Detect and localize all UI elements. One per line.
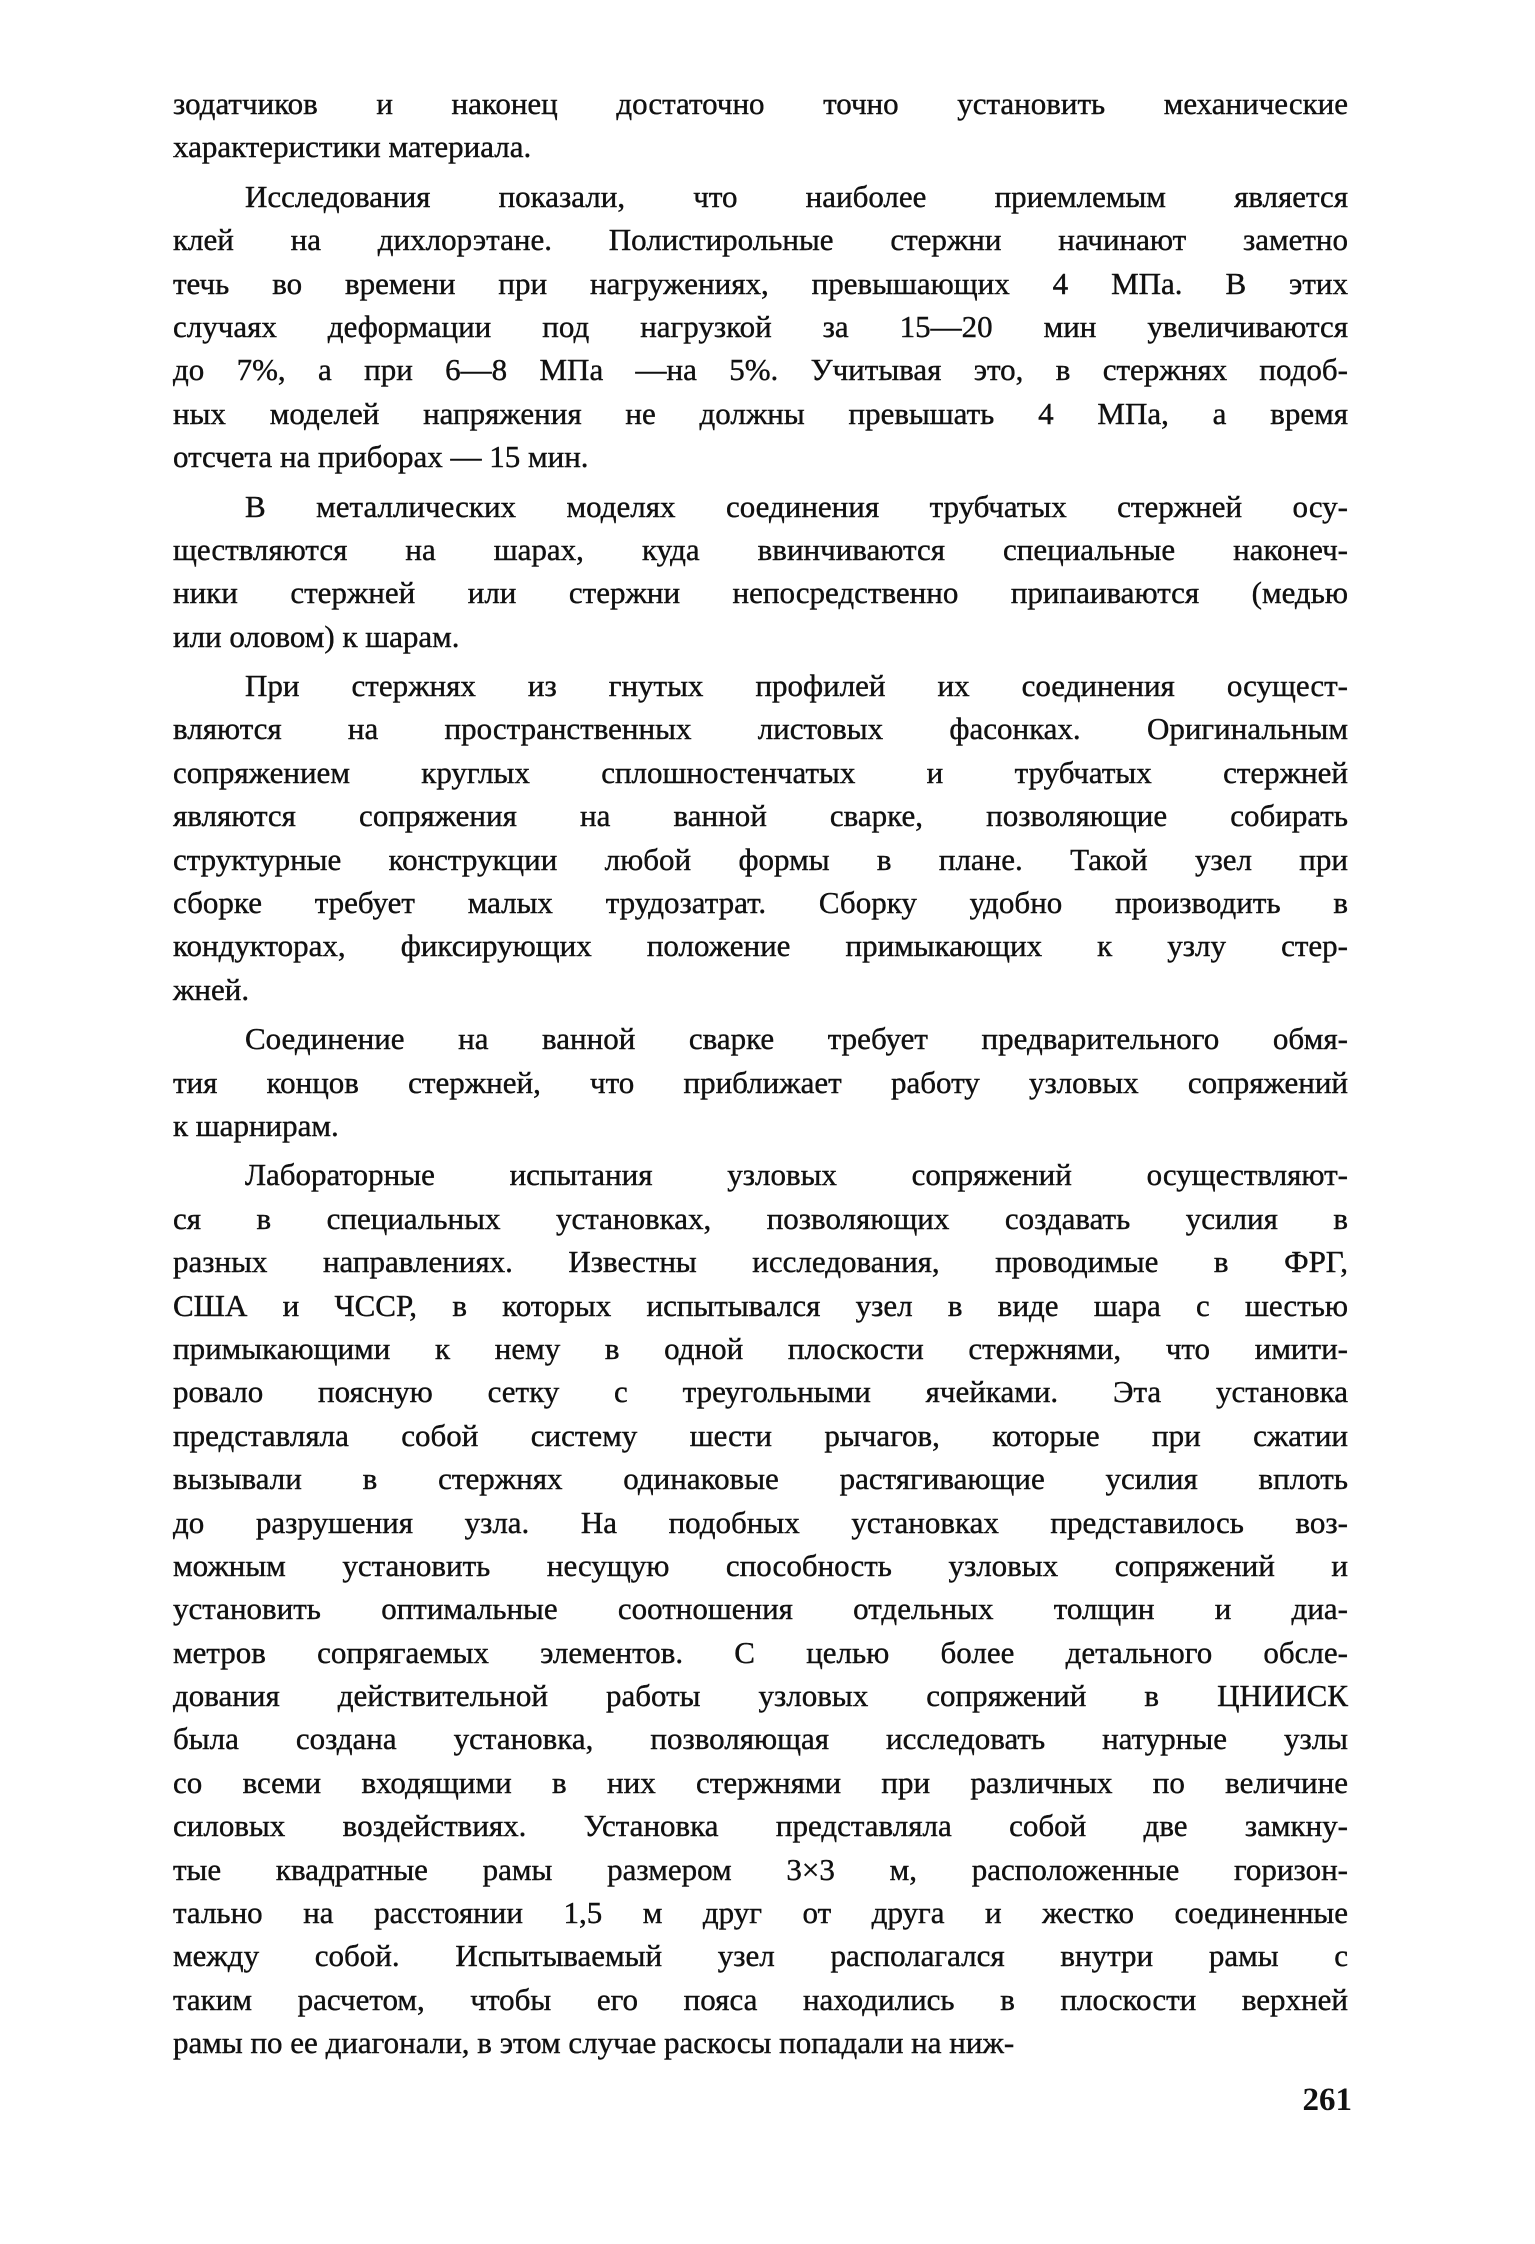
text-line: тые квадратные рамы размером 3×3 м, расположенные горизон-: [173, 1851, 1348, 1887]
text-line: силовых воздействиях. Установка представляла собой две замкну-: [173, 1808, 1348, 1844]
text-line: ровало поясную сетку с треугольными ячейками. Эта установка: [173, 1374, 1348, 1410]
text-line: Лабораторные испытания узловых сопряжений осуществляют-: [245, 1157, 1348, 1193]
text-line: ществляются на шарах, куда ввинчиваются специальные наконеч-: [173, 531, 1348, 567]
text-line: к шарнирам.: [173, 1107, 339, 1143]
text-line: отсчета на приборах — 15 мин.: [173, 439, 589, 475]
paragraph: [173, 1017, 1348, 1147]
page-number: 261: [1302, 2082, 1352, 2118]
paragraph: [173, 485, 1348, 659]
paragraph: [173, 664, 1348, 1011]
text-line: или оловом) к шарам.: [173, 618, 460, 654]
text-line: между собой. Испытываемый узел располагался внутри рамы с: [173, 1938, 1348, 1974]
body-text: [173, 82, 1348, 2065]
text-line: вляются на пространственных листовых фасонках. Оригинальным: [173, 711, 1348, 747]
text-line: В металлических моделях соединения трубчатых стержней осу-: [245, 488, 1348, 524]
text-line: случаях деформации под нагрузкой за 15—20 мин увеличиваются: [173, 308, 1348, 344]
text-line: до разрушения узла. На подобных установках представилось воз-: [173, 1504, 1348, 1540]
text-line: тально на расстоянии 1,5 м друг от друга и жестко соединенные: [173, 1895, 1348, 1931]
text-line: Соединение на ванной сварке требует предварительного обмя-: [245, 1021, 1348, 1057]
text-line: течь во времени при нагружениях, превышающих 4 МПа. В этих: [173, 265, 1348, 301]
text-line: ных моделей напряжения не должны превышать 4 МПа, а время: [173, 395, 1348, 431]
text-line: клей на дихлорэтане. Полистирольные стержни начинают заметно: [173, 222, 1348, 258]
text-line: примыкающими к нему в одной плоскости стержнями, что имити-: [173, 1330, 1348, 1366]
text-line: структурные конструкции любой формы в плане. Такой узел при: [173, 841, 1348, 877]
text-line: При стержнях из гнутых профилей их соединения осущест-: [245, 668, 1348, 704]
text-line: ники стержней или стержни непосредственно припаиваются (медью: [173, 575, 1348, 611]
text-line: была создана установка, позволяющая исследовать натурные узлы: [173, 1721, 1348, 1757]
text-line: ся в специальных установках, позволяющих создавать усилия в: [173, 1200, 1348, 1236]
text-line: жней.: [173, 971, 250, 1007]
text-line: сборке требует малых трудозатрат. Сборку удобно производить в: [173, 885, 1348, 921]
text-line: дования действительной работы узловых сопряжений в ЦНИИСК: [173, 1678, 1348, 1714]
text-line: представляла собой систему шести рычагов, которые при сжатии: [173, 1417, 1348, 1453]
text-line: таким расчетом, чтобы его пояса находились в плоскости верхней: [173, 1981, 1348, 2017]
text-line: США и ЧССР, в которых испытывался узел в виде шара с шестью: [173, 1287, 1348, 1323]
text-line: до 7%, а при 6—8 МПа —на 5%. Учитывая это, в стержнях подоб-: [173, 352, 1348, 388]
text-line: вызывали в стержнях одинаковые растягивающие усилия вплоть: [173, 1461, 1348, 1497]
text-line: установить оптимальные соотношения отдельных толщин и диа-: [173, 1591, 1348, 1627]
text-line: разных направлениях. Известны исследования, проводимые в ФРГ,: [173, 1244, 1348, 1280]
text-line: являются сопряжения на ванной сварке, позволяющие собирать: [173, 798, 1348, 834]
text-line: со всеми входящими в них стержнями при различных по величине: [173, 1764, 1348, 1800]
text-line: кондукторах, фиксирующих положение примыкающих к узлу стер-: [173, 928, 1348, 964]
paragraph: [173, 82, 1348, 169]
text-line: метров сопрягаемых элементов. С целью более детального обсле-: [173, 1634, 1348, 1670]
paragraph: [173, 1153, 1348, 2064]
text-line: зодатчиков и наконец достаточно точно установить механические: [173, 86, 1348, 121]
text-line: рамы по ее диагонали, в этом случае раскосы попадали на ниж-: [173, 2025, 1015, 2061]
paragraph: [173, 175, 1348, 479]
text-line: характеристики материала.: [173, 129, 532, 165]
text-line: можным установить несущую способность узловых сопряжений и: [173, 1547, 1348, 1583]
text-line: тия концов стержней, что приближает работу узловых сопряжений: [173, 1064, 1348, 1100]
text-line: Исследования показали, что наиболее приемлемым является: [245, 178, 1348, 214]
text-line: сопряжением круглых сплошностенчатых и трубчатых стержней: [173, 754, 1348, 790]
